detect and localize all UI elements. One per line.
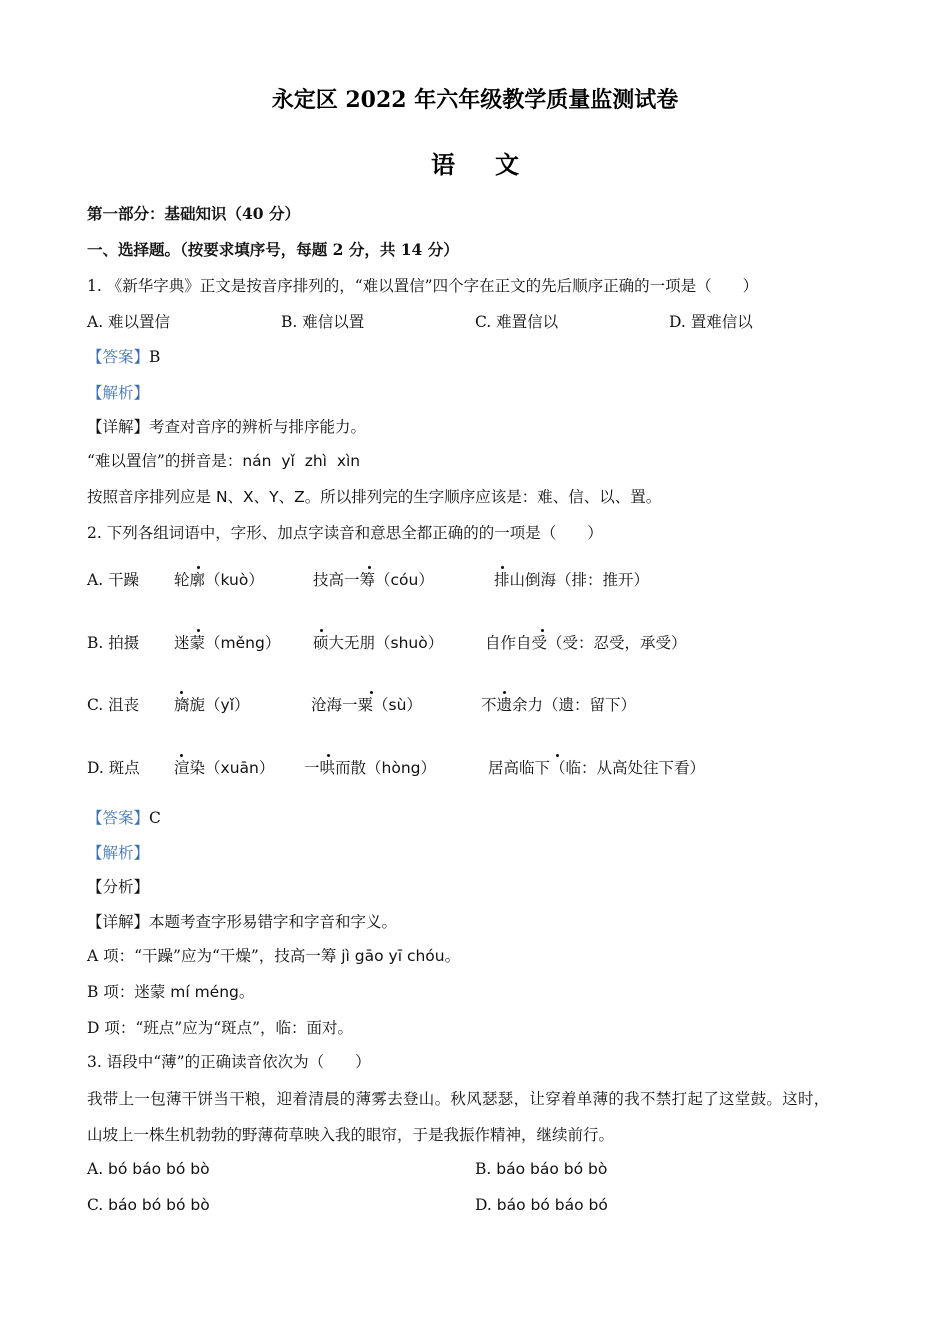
emphasis-dot: [501, 566, 504, 569]
exam-title: 永定区 2022 年六年级教学质量监测试卷: [271, 87, 679, 113]
q1-order-prefix: 按照音序排列应是: [87, 488, 216, 506]
note-pinyin: mí méng: [165, 983, 239, 1001]
q2-row-a-label: A. 干躁: [87, 571, 140, 589]
detail-tag: 【详解】: [87, 913, 150, 931]
section-heading: 一、选择题。（按要求填序号，每题 2 分，共 14 分）: [87, 240, 459, 259]
word: 技高一筹: [313, 571, 376, 589]
pinyin: （yǐ）: [205, 696, 250, 714]
note-pinyin: jì gāo yī chóu: [336, 947, 445, 965]
emphasis-dot: [370, 691, 373, 694]
q2-row-b-word3: 自作自受（受：忍受，承受）: [485, 634, 687, 652]
q2-row-c-word2: [311, 695, 422, 715]
q2-answer-line: [87, 808, 161, 828]
q3-paragraph-line1: 我带上一包薄干饼当干粮，迎着清晨的薄雾去登山。秋风瑟瑟，让穿着单薄的我不禁打起了这堂鼓。这时，: [87, 1090, 830, 1108]
q2-row-d-word2: [304, 758, 436, 778]
q2-row-c-word1: [174, 695, 250, 715]
q2-answer: C: [149, 809, 161, 827]
q2-row-c-label: C. 沮丧: [87, 696, 140, 714]
option-pinyin: báo bó báo bó: [491, 1196, 608, 1214]
word: 迷蒙: [174, 634, 206, 652]
q2-row-c-word3: 不遗余力（遗：留下）: [481, 696, 637, 714]
q2-note-d: D 项：“班点”应为“斑点”，临：面对。: [87, 1019, 354, 1037]
q1-option-d: D. 置难信以: [669, 313, 753, 331]
detail-tag: 【详解】: [87, 418, 150, 436]
word: 渲染: [174, 759, 206, 777]
emphasis-dot: [327, 754, 330, 757]
q1-pinyin-label: “难以置信”的拼音是：: [87, 452, 243, 470]
emphasis-dot: [503, 691, 506, 694]
option-pinyin: báo bó bó bò: [103, 1196, 210, 1214]
q1-option-a: A. 难以置信: [87, 313, 171, 331]
q1-pinyin: nán yǐ zhì xìn: [242, 452, 361, 470]
q2-row-b-word2: [313, 633, 443, 653]
word: 沧海一粟: [311, 696, 374, 714]
q2-row-a-word1: [174, 570, 264, 590]
q1-order-line: [87, 487, 661, 507]
q2-row-a-word3: 排山倒海（排：推开）: [494, 571, 650, 589]
q1-detail: 考查对音序的辨析与排序能力。: [149, 418, 367, 436]
q2-stem: 2. 下列各组词语中，字形、加点字读音和意思全都正确的的一项是（ ）: [87, 524, 603, 542]
option-label: D.: [475, 1196, 492, 1214]
q2-detail-line: [87, 912, 397, 932]
answer-tag: 【答案】: [87, 809, 150, 827]
q3-stem: 3. 语段中“薄”的正确读音依次为（ ）: [87, 1053, 371, 1071]
option-pinyin: báo báo bó bò: [491, 1160, 608, 1178]
answer-tag: 【答案】: [87, 348, 150, 366]
option-pinyin: bó báo bó bò: [103, 1160, 210, 1178]
pinyin: （cóu）: [375, 571, 434, 589]
note-text: A 项：“干躁”应为“干燥”，技高一筹: [87, 947, 337, 965]
q1-answer-line: [87, 347, 160, 367]
note-end: 。: [444, 947, 461, 965]
q1-detail-line: [87, 417, 366, 437]
pinyin: （xuān）: [205, 759, 275, 777]
q1-option-b: B. 难信以置: [281, 313, 365, 331]
option-label: C.: [87, 1196, 104, 1214]
word: 轮廓: [174, 571, 206, 589]
q2-row-d-word1: [174, 758, 274, 778]
pinyin: （sù）: [373, 696, 422, 714]
emphasis-dot: [197, 629, 200, 632]
note-text: B 项：迷蒙: [87, 983, 166, 1001]
word: 旖旎: [174, 696, 206, 714]
q1-stem: 1. 《新华字典》正文是按音序排列的，“难以置信”四个字在正文的先后顺序正确的一项是（ ）: [87, 277, 759, 295]
pinyin: （kuò）: [205, 571, 264, 589]
q3-option-d: [475, 1195, 608, 1215]
analysis-tag: 【解析】: [87, 384, 150, 402]
part-heading: 第一部分：基础知识（40 分）: [87, 204, 300, 223]
option-label: B.: [475, 1160, 492, 1178]
q2-note-b: [87, 982, 254, 1002]
q2-detail: 本题考查字形易错字和字音和字义。: [149, 913, 398, 931]
q2-row-d-label: D. 斑点: [87, 759, 140, 777]
emphasis-dot: [180, 754, 183, 757]
subject-title: 语文: [431, 150, 559, 179]
analysis-tag: 【解析】: [87, 844, 150, 862]
q1-order-suffix: 。所以排列完的生字顺序应该是：难、信、以、置。: [304, 488, 662, 506]
q3-paragraph-line2: 山坡上一株生机勃勃的野薄荷草映入我的眼帘，于是我振作精神，继续前行。: [87, 1126, 615, 1144]
q3-option-c: [87, 1195, 210, 1215]
q1-order-letters: N、X、Y、Z: [215, 488, 305, 506]
word: 一哄而散: [304, 759, 367, 777]
pinyin: （měng）: [205, 634, 281, 652]
pinyin: （shuò）: [375, 634, 444, 652]
emphasis-dot: [320, 629, 323, 632]
pinyin: （hòng）: [366, 759, 436, 777]
q3-option-a: [87, 1159, 210, 1179]
fenxi-tag: 【分析】: [87, 878, 150, 896]
emphasis-dot: [541, 629, 544, 632]
emphasis-dot: [197, 566, 200, 569]
q2-note-a: [87, 946, 460, 966]
q1-option-c: C. 难置信以: [475, 313, 559, 331]
q1-pinyin-line: [87, 451, 360, 471]
note-end: 。: [238, 983, 255, 1001]
q2-row-d-word3: 居高临下（临：从高处往下看）: [488, 759, 706, 777]
q2-row-b-label: B. 拍摄: [87, 634, 140, 652]
q2-row-b-word1: [174, 633, 280, 653]
emphasis-dot: [180, 691, 183, 694]
q1-answer: B: [149, 348, 161, 366]
emphasis-dot: [556, 754, 559, 757]
word: 硕大无朋: [313, 634, 376, 652]
emphasis-dot: [368, 566, 371, 569]
q3-option-b: [475, 1159, 607, 1179]
q2-row-a-word2: [313, 570, 434, 590]
option-label: A.: [87, 1160, 104, 1178]
